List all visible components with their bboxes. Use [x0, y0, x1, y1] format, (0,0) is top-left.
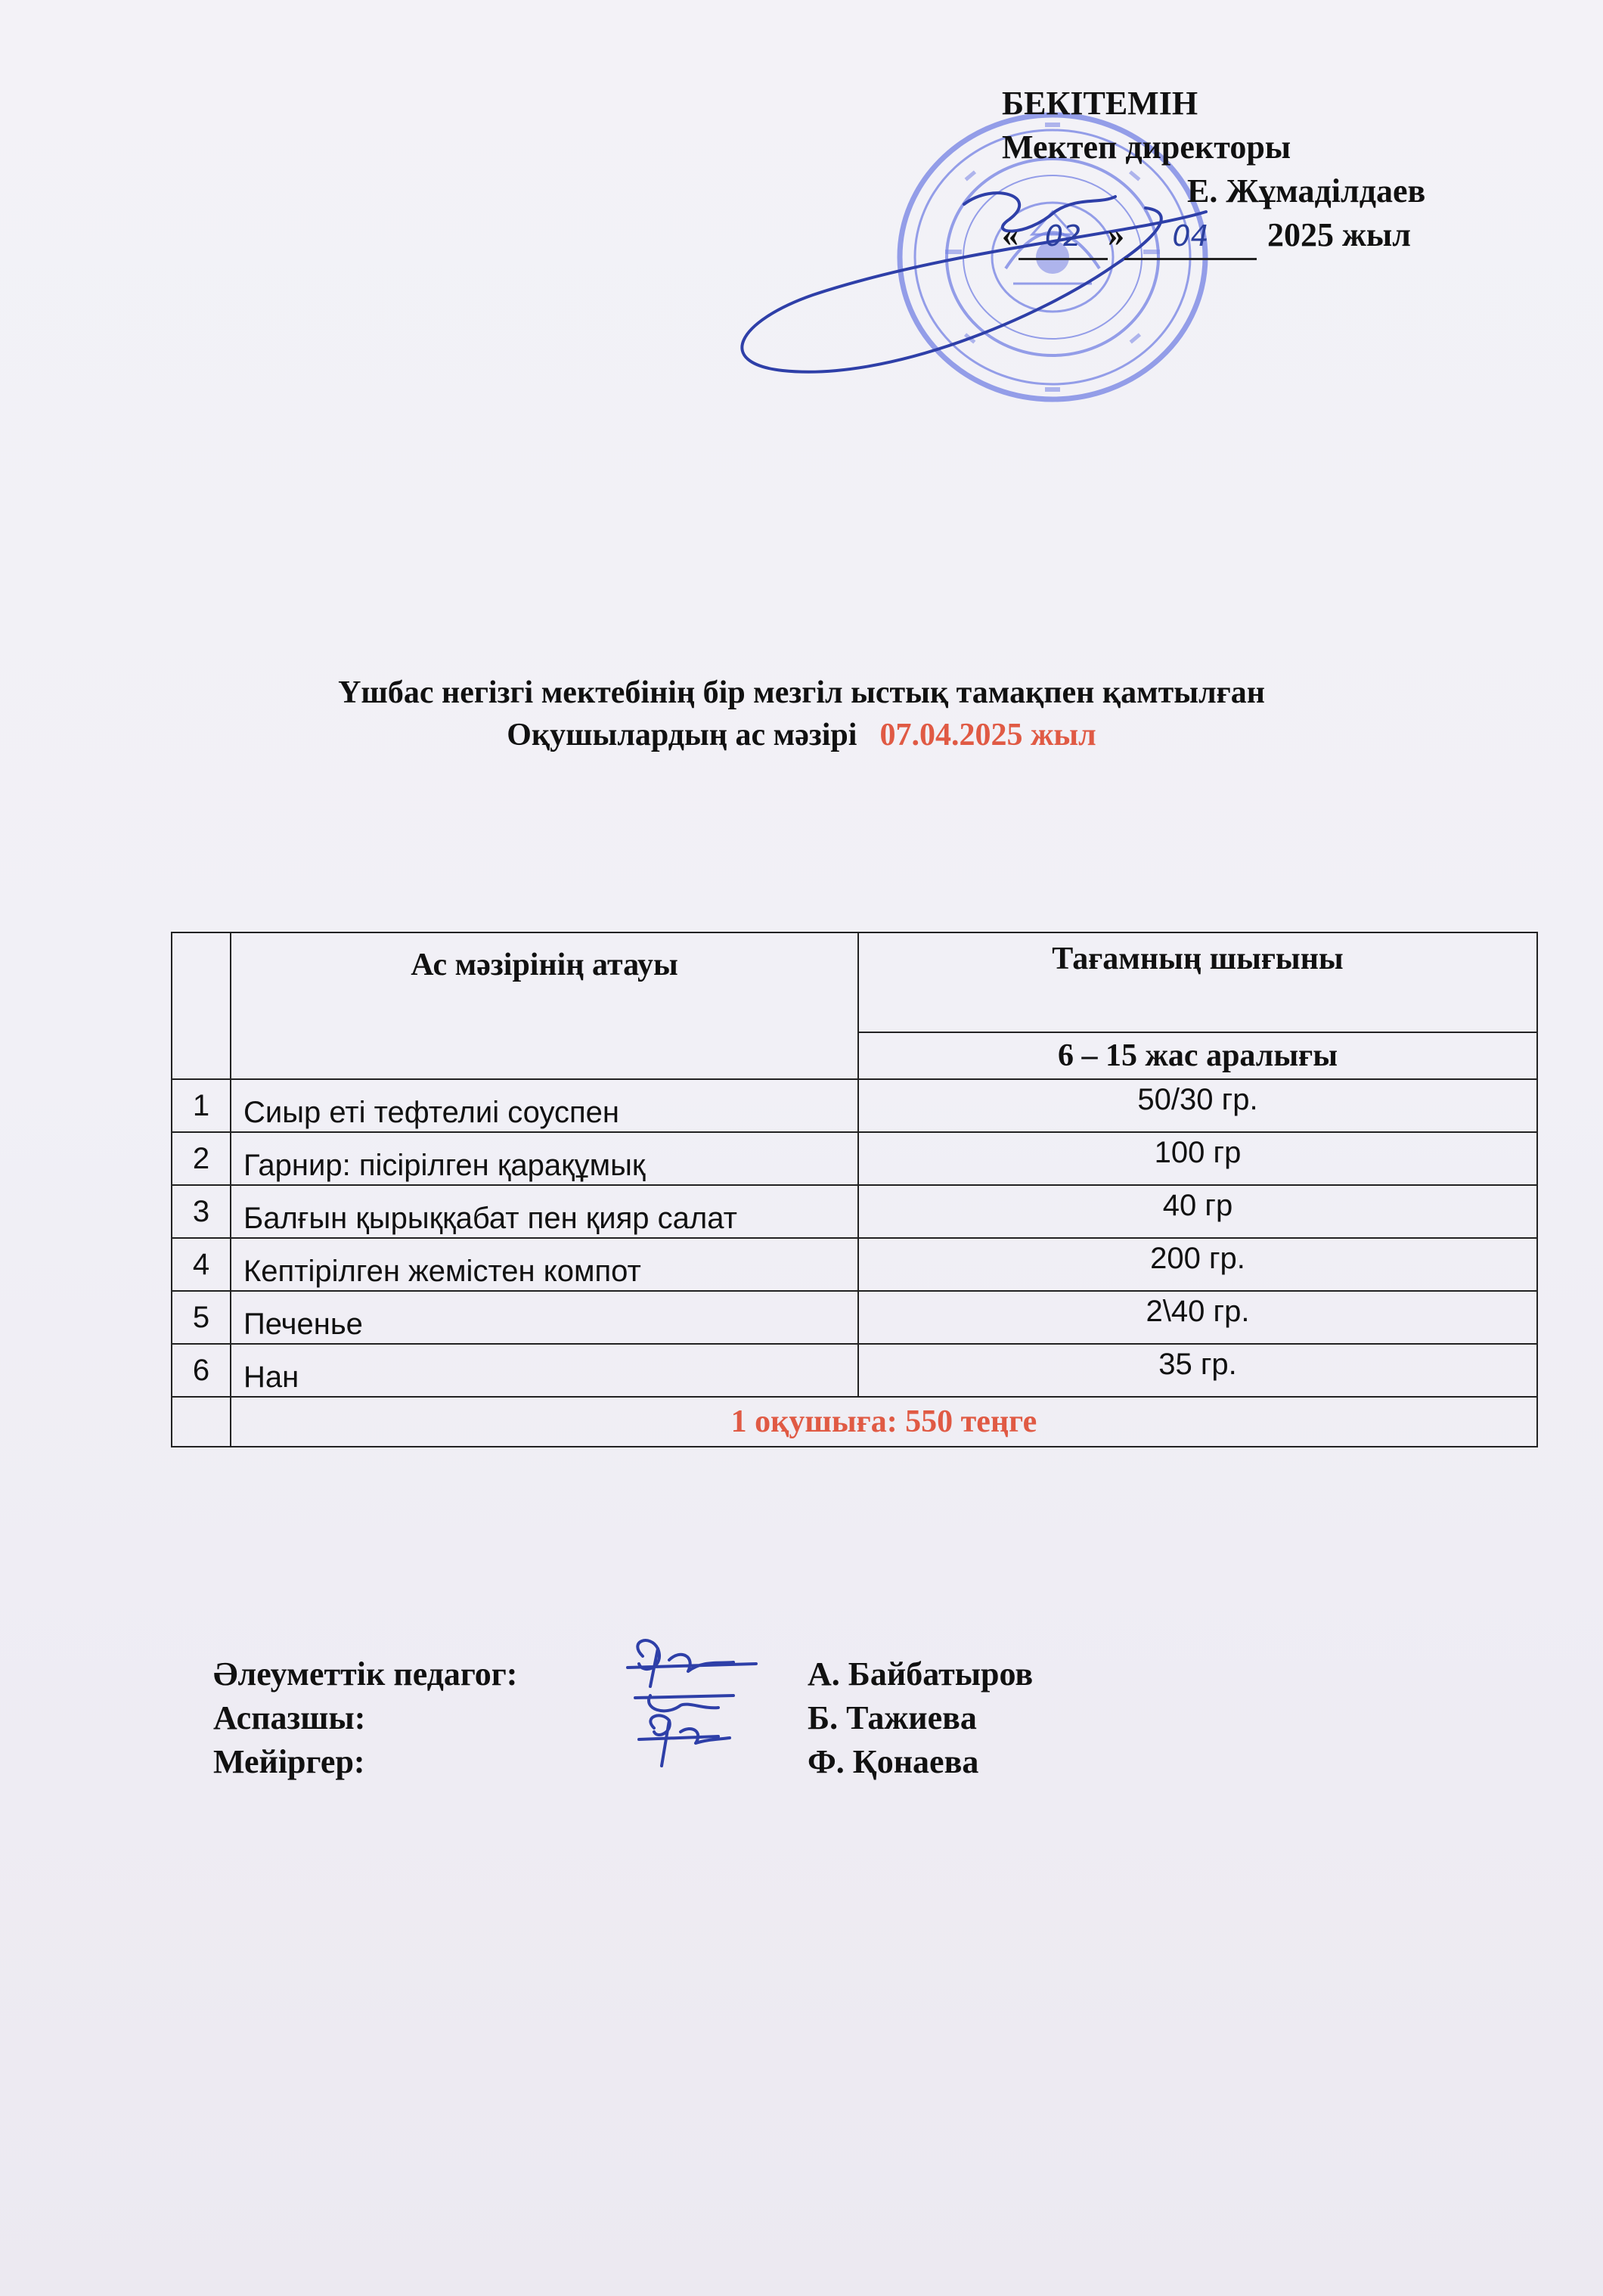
- approval-date-year: 2025 жыл: [1267, 216, 1411, 253]
- header-num-cell: [172, 932, 231, 1079]
- signer-name: Ф. Қонаева: [808, 1743, 979, 1780]
- approval-heading: БЕКІТЕМІН: [1002, 85, 1198, 122]
- row-number: 2: [172, 1132, 231, 1185]
- signer-role: Әлеуметтік педагог:: [213, 1655, 518, 1693]
- director-position: Мектеп директоры: [1002, 129, 1291, 166]
- document-title-line1: Үшбас негізгі мектебінің бір мезгіл ыстық тамақпен қамтылған: [338, 675, 1265, 710]
- table-row: [172, 1291, 1537, 1344]
- signer-role: Аспазшы:: [213, 1699, 366, 1736]
- header-dish-name: Ас мәзірінің атауы: [231, 932, 858, 1079]
- signer-name: Б. Тажиева: [808, 1699, 977, 1736]
- table-row: [172, 1238, 1537, 1291]
- dish-name: Печенье: [231, 1291, 858, 1344]
- row-number: 3: [172, 1185, 231, 1238]
- quote-open: «: [1002, 216, 1019, 253]
- row-number: 4: [172, 1238, 231, 1291]
- signer-role: Мейіргер:: [213, 1743, 365, 1780]
- dish-quantity: 50/30 гр.: [858, 1079, 1537, 1132]
- dish-name: Кептірілген жемістен компот: [231, 1238, 858, 1291]
- approval-block: [1002, 82, 1531, 260]
- approval-date-day: 02: [1019, 214, 1108, 260]
- dish-quantity: 2\40 гр.: [858, 1291, 1537, 1344]
- header-row: [172, 932, 1537, 1032]
- approval-date-month: 04: [1124, 214, 1257, 260]
- row-number: 1: [172, 1079, 231, 1132]
- menu-title: Оқушылардың ас мәзірі: [507, 718, 857, 752]
- dish-name: Сиыр еті тефтелиі соуспен: [231, 1079, 858, 1132]
- row-number: 6: [172, 1344, 231, 1397]
- quote-close: »: [1108, 216, 1124, 253]
- dish-name: Гарнир: пісірілген қарақұмық: [231, 1132, 858, 1185]
- approval-date: [1002, 213, 1531, 260]
- document-title-line2: [0, 714, 1603, 756]
- header-food-cost: Тағамның шығыны: [858, 932, 1537, 1032]
- price-per-student: 1 оқушыға: 550 теңге: [231, 1397, 1537, 1447]
- dish-name: Нан: [231, 1344, 858, 1397]
- menu-date: 07.04.2025 жыл: [879, 718, 1096, 752]
- table-row: [172, 1132, 1537, 1185]
- table-row: [172, 1185, 1537, 1238]
- total-row: [172, 1397, 1537, 1447]
- menu-table: [171, 932, 1538, 1447]
- dish-quantity: 40 гр: [858, 1185, 1537, 1238]
- table-row: [172, 1344, 1537, 1397]
- header-age-range: 6 – 15 жас аралығы: [858, 1032, 1537, 1079]
- dish-quantity: 100 гр: [858, 1132, 1537, 1185]
- dish-quantity: 200 гр.: [858, 1238, 1537, 1291]
- signer-name: А. Байбатыров: [808, 1655, 1034, 1693]
- total-num-cell: [172, 1397, 231, 1447]
- row-number: 5: [172, 1291, 231, 1344]
- dish-name: Балғын қырыққабат пен қияр салат: [231, 1185, 858, 1238]
- table-row: [172, 1079, 1537, 1132]
- director-name: Е. Жұмаділдаев: [1187, 172, 1426, 209]
- dish-quantity: 35 гр.: [858, 1344, 1537, 1397]
- signers-signature-icon: [597, 1626, 794, 1800]
